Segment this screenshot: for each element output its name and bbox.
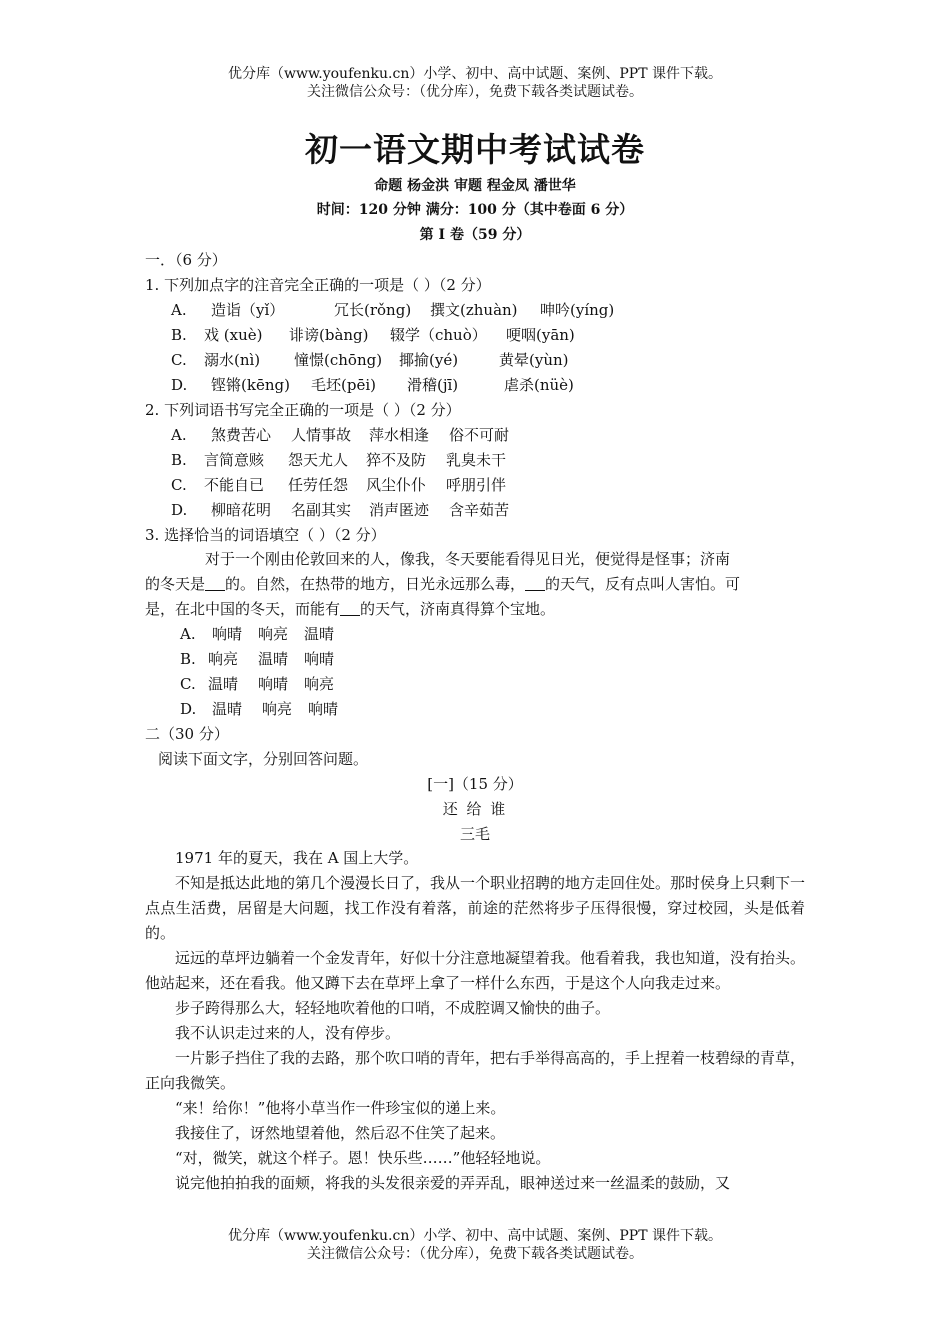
q3-passage: [145, 547, 805, 622]
q3-c-w1: 温晴: [208, 675, 239, 693]
q3-c-w2: 响晴: [258, 675, 289, 693]
q2-option-b: [171, 450, 506, 470]
q1-option-d: [171, 375, 574, 395]
q2-a-letter: A.: [171, 426, 187, 444]
essay-paragraph: “对，微笑，就这个样子。恩！快乐些……”他轻轻地说。: [175, 1149, 551, 1167]
footer-line-2: 关注微信公众号：（优分库），免费下载各类试题试卷。: [307, 1246, 643, 1262]
essay-author: 三毛: [459, 825, 490, 843]
part-heading: [一]（15 分）: [427, 775, 523, 793]
q2-a-w1: 煞费苦心: [211, 426, 272, 444]
q1-b-letter: B.: [171, 326, 187, 344]
q3-b-w1: 响亮: [208, 650, 239, 668]
q2-stem: 2. 下列词语书写完全正确的一项是（ ）（2 分）: [145, 401, 461, 419]
essay-paragraph: 说完他拍拍我的面颊，将我的头发很亲爱的弄弄乱，眼神送过来一丝温柔的鼓励，又: [175, 1174, 731, 1192]
q1-c-w4: 黄晕(yùn): [499, 351, 569, 369]
q3-a-letter: A.: [180, 625, 196, 643]
q2-c-w1: 不能自已: [204, 476, 265, 494]
q3-b-w2: 温晴: [258, 650, 289, 668]
q2-a-w2: 人情事故: [291, 426, 352, 444]
q2-b-w2: 怨天尤人: [288, 451, 349, 469]
q2-d-w2: 名副其实: [291, 501, 352, 519]
q3-a-w1: 响晴: [212, 625, 243, 643]
q1-a-w3: 撰文(zhuàn): [430, 301, 518, 319]
q1-d-w2: 毛坯(pēi): [311, 376, 376, 394]
q1-c-w1: 溺水(nì): [204, 351, 261, 369]
q3-passage-line-1: 对于一个刚由伦敦回来的人，像我，冬天要能看得见日光，便觉得是怪事；济南: [205, 550, 731, 568]
q2-d-letter: D.: [171, 501, 188, 519]
q3-p2-a: 的冬天是: [145, 575, 206, 593]
q3-stem: 3. 选择恰当的词语填空（ ）（2 分）: [145, 526, 386, 544]
q1-option-c: [171, 350, 569, 370]
q1-c-w2: 憧憬(chōng): [294, 351, 383, 369]
q2-b-letter: B.: [171, 451, 187, 469]
q3-option-b: [180, 649, 334, 669]
q1-d-w3: 滑稽(jī): [407, 376, 459, 394]
q1-a-w1: 造诣（yǐ）: [211, 301, 285, 319]
q1-a-letter: A.: [171, 301, 187, 319]
q2-b-w1: 言简意赅: [204, 451, 265, 469]
q1-option-a: [171, 300, 614, 320]
q3-option-a: [180, 624, 334, 644]
essay-paragraph: 一片影子挡住了我的去路，那个吹口哨的青年，把右手举得高高的，手上捏着一枝碧绿的青草，正向我微笑。: [145, 1049, 806, 1092]
section1-heading: 一．（6 分）: [145, 251, 227, 269]
q2-d-w4: 含辛茹苦: [449, 501, 510, 519]
essay-paragraph: 步子跨得那么大，轻轻地吹着他的口哨，不成腔调又愉快的曲子。: [175, 999, 611, 1017]
q2-b-w3: 猝不及防: [366, 451, 427, 469]
essay-paragraph: 不知是抵达此地的第几个漫漫长日了，我从一个职业招聘的地方走回住处。那时侯身上只剩下一点点生活费，居留是大问题，找工作没有着落，前途的茫然将步子压得很慢，穿过校园，头是低着的。: [145, 874, 806, 942]
q1-a-w2: 冗长(rǒng): [334, 301, 412, 319]
q2-c-w3: 风尘仆仆: [366, 476, 427, 494]
q3-passage-line-3: [145, 597, 805, 622]
header-line-1: 优分库（www.youfenku.cn）小学、初中、高中试题、案例、PPT 课件下载。: [227, 66, 722, 82]
q1-c-w3: 揶揄(yé): [399, 351, 459, 369]
q2-option-a: [171, 425, 509, 445]
essay-paragraph: 1971 年的夏天，我在 A 国上大学。: [175, 849, 419, 867]
q3-option-d: [180, 699, 338, 719]
essay-title: 还 给 谁: [442, 800, 508, 818]
footer-line-1: 优分库（www.youfenku.cn）小学、初中、高中试题、案例、PPT 课件下载。: [227, 1228, 722, 1244]
q1-d-w1: 铿锵(kēng): [211, 376, 290, 394]
q2-c-w4: 呼朋引伴: [446, 476, 507, 494]
q3-c-w3: 响亮: [304, 675, 335, 693]
q1-stem: 1. 下列加点字的注音完全正确的一项是（ ）（2 分）: [145, 276, 491, 294]
page-title: 初一语文期中考试试卷: [305, 130, 645, 169]
q3-blank-3: [340, 601, 360, 616]
q1-b-w4: 哽咽(yān): [506, 326, 575, 344]
essay-paragraph: 我接住了，讶然地望着他，然后忍不住笑了起来。: [175, 1124, 506, 1142]
q3-p3-b: 的天气，济南真得算个宝地。: [360, 600, 556, 618]
q3-d-letter: D.: [180, 700, 197, 718]
q3-blank-1: [205, 576, 225, 591]
q2-a-w4: 俗不可耐: [449, 426, 510, 444]
q2-option-c: [171, 475, 506, 495]
q3-p3-a: 是，在北中国的冬天，而能有: [145, 600, 341, 618]
essay-paragraph: 远远的草坪边躺着一个金发青年，好似十分注意地凝望着我。他看着我，我也知道，没有抬头。他站起来，还在看我。他又蹲下去在草坪上拿了一样什么东西，于是这个人向我走过来。: [145, 949, 806, 992]
q1-c-letter: C.: [171, 351, 187, 369]
volume-heading: 第 I 卷（59 分）: [419, 227, 531, 243]
q3-b-letter: B.: [180, 650, 196, 668]
header-line-2: 关注微信公众号：（优分库），免费下载各类试题试卷。: [307, 84, 643, 100]
q3-p2-c: 的天气，反有点叫人害怕。可: [545, 575, 741, 593]
essay-body: [145, 846, 805, 1196]
q3-d-w1: 温晴: [212, 700, 243, 718]
essay-paragraph: 我不认识走过来的人，没有停步。: [175, 1024, 401, 1042]
exam-info-line: 时间：120 分钟 满分：100 分（其中卷面 6 分）: [316, 202, 634, 218]
q1-b-w1: 戏 (xuè): [204, 326, 263, 344]
q3-p2-b: 的。自然，在热带的地方，日光永远那么毒，: [225, 575, 526, 593]
q2-d-w3: 消声匿迹: [369, 501, 430, 519]
q2-c-letter: C.: [171, 476, 187, 494]
q3-d-w2: 响亮: [262, 700, 293, 718]
q3-b-w3: 响晴: [304, 650, 335, 668]
q3-option-c: [180, 674, 334, 694]
authors-line: 命题 杨金洪 审题 程金凤 潘世华: [374, 178, 576, 194]
q3-d-w3: 响晴: [308, 700, 339, 718]
q2-c-w2: 任劳任怨: [288, 476, 349, 494]
q3-a-w3: 温晴: [304, 625, 335, 643]
q2-d-w1: 柳暗花明: [211, 501, 272, 519]
q2-b-w4: 乳臭未干: [446, 451, 507, 469]
q1-a-w4: 呻吟(yíng): [540, 301, 615, 319]
q2-a-w3: 萍水相逢: [369, 426, 430, 444]
q1-b-w3: 辍学（chuò）: [390, 326, 487, 344]
q1-d-letter: D.: [171, 376, 188, 394]
q3-c-letter: C.: [180, 675, 196, 693]
section2-intro: 阅读下面文字，分别回答问题。: [158, 750, 369, 768]
q3-blank-2: [525, 576, 545, 591]
essay-paragraph: “来！给你！”他将小草当作一件珍宝似的递上来。: [175, 1099, 506, 1117]
q1-option-b: [171, 325, 575, 345]
section2-heading: 二（30 分）: [145, 725, 229, 743]
q1-b-w2: 诽谤(bàng): [289, 326, 369, 344]
q3-passage-line-2: [145, 572, 805, 597]
q3-a-w2: 响亮: [258, 625, 289, 643]
q1-d-w4: 虐杀(nüè): [504, 376, 574, 394]
q2-option-d: [171, 500, 509, 520]
